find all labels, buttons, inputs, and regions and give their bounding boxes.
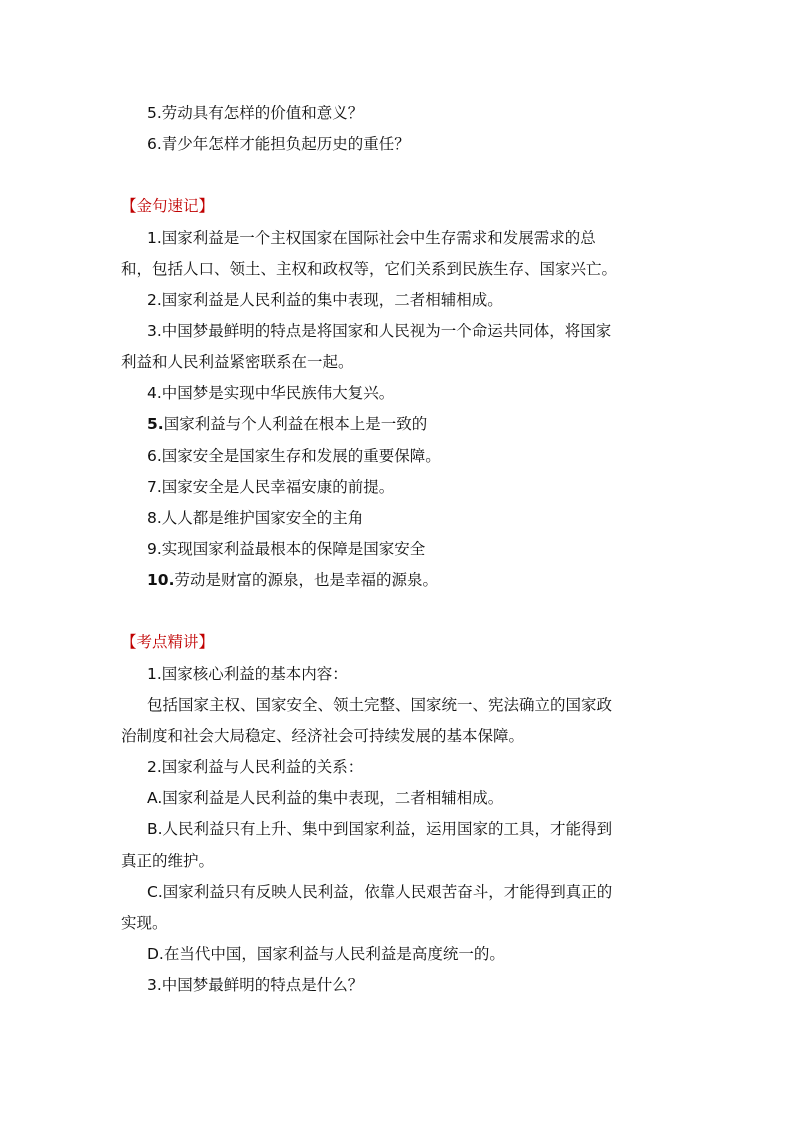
- key-points-heading: 【考点精讲】: [121, 633, 215, 651]
- key-point-2-question: 2.国家利益与人民利益的关系：: [147, 758, 364, 776]
- golden-sentence-10-number: 10.: [147, 571, 175, 589]
- golden-sentence-6: 6.国家安全是国家生存和发展的重要保障。: [147, 447, 441, 465]
- golden-sentence-1-line-1: 1.国家利益是一个主权国家在国际社会中生存需求和发展需求的总: [147, 229, 596, 247]
- question-6: 6.青少年怎样才能担负起历史的重任？: [147, 135, 410, 153]
- key-point-2-answer-b-line-2: 真正的维护。: [121, 852, 215, 870]
- key-point-2-answer-d: D.在当代中国，国家利益与人民利益是高度统一的。: [147, 945, 505, 963]
- golden-sentence-10: [147, 570, 707, 590]
- key-point-1-answer-line-1: 包括国家主权、国家安全、领土完整、国家统一、宪法确立的国家政: [147, 696, 613, 714]
- golden-sentence-3-line-1: 3.中国梦最鲜明的特点是将国家和人民视为一个命运共同体，将国家: [147, 322, 612, 340]
- golden-sentence-2: 2.国家利益是人民利益的集中表现，二者相辅相成。: [147, 291, 503, 309]
- golden-sentence-9: 9.实现国家利益最根本的保障是国家安全: [147, 540, 426, 558]
- key-point-3-question: 3.中国梦最鲜明的特点是什么？: [147, 976, 364, 994]
- golden-sentence-5-number: 5.: [147, 415, 164, 433]
- golden-sentence-4: 4.中国梦是实现中华民族伟大复兴。: [147, 384, 395, 402]
- key-point-2-answer-c-line-1: C.国家利益只有反映人民利益，依靠人民艰苦奋斗，才能得到真正的: [147, 883, 613, 901]
- golden-sentence-5-text: 国家利益与个人利益在根本上是一致的: [163, 415, 428, 433]
- golden-sentence-5: [147, 414, 707, 434]
- question-5: 5.劳动具有怎样的价值和意义？: [147, 104, 364, 122]
- golden-sentence-3-line-2: 利益和人民利益紧密联系在一起。: [121, 353, 354, 371]
- golden-sentence-1-line-2: 和，包括人口、领土、主权和政权等，它们关系到民族生存、国家兴亡。: [121, 260, 618, 278]
- key-point-2-answer-c-line-2: 实现。: [121, 914, 168, 932]
- key-point-2-answer-a: A.国家利益是人民利益的集中表现，二者相辅相成。: [147, 789, 504, 807]
- golden-sentence-7: 7.国家安全是人民幸福安康的前提。: [147, 478, 395, 496]
- key-point-1-answer-line-2: 治制度和社会大局稳定、经济社会可持续发展的基本保障。: [121, 727, 525, 745]
- golden-sentences-heading: 【金句速记】: [121, 197, 215, 215]
- golden-sentence-8: 8.人人都是维护国家安全的主角: [147, 509, 364, 527]
- key-point-2-answer-b-line-1: B.人民利益只有上升、集中到国家利益，运用国家的工具，才能得到: [147, 820, 613, 838]
- key-point-1-question: 1.国家核心利益的基本内容：: [147, 665, 348, 683]
- golden-sentence-10-text: 劳动是财富的源泉，也是幸福的源泉。: [174, 571, 438, 589]
